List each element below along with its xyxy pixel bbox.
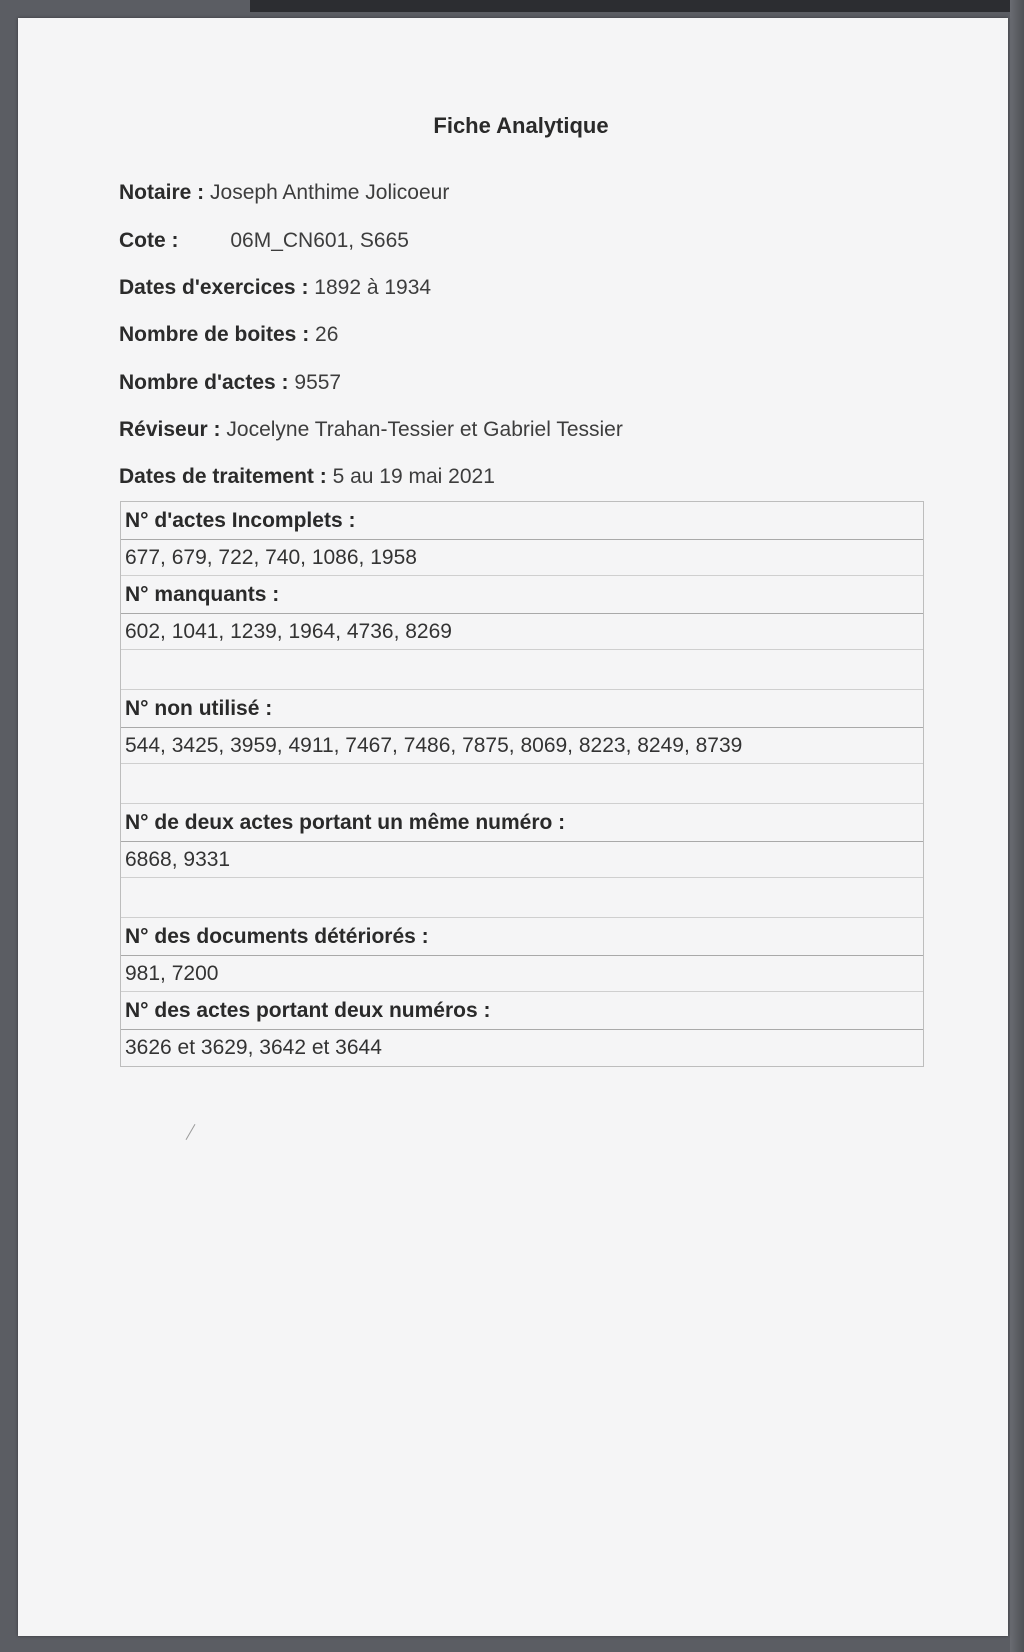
field-dates-traitement xyxy=(119,465,495,489)
field-label: Notaire : xyxy=(119,181,205,204)
table-row-deteriores-label: N° des documents détériorés : xyxy=(121,918,923,956)
field-value: 9557 xyxy=(294,371,342,394)
table-row-incomplets-label: N° d'actes Incomplets : xyxy=(121,502,923,540)
table-row-manquants-value: 602, 1041, 1239, 1964, 4736, 8269 xyxy=(121,614,923,650)
table-row-empty xyxy=(121,764,923,804)
table-row-manquants-label: N° manquants : xyxy=(121,576,923,614)
table-row-deux-numeros-value: 3626 et 3629, 3642 et 3644 xyxy=(125,1036,382,1059)
table-row-meme-numero-label: N° de deux actes portant un même numéro : xyxy=(121,804,923,842)
scan-edge-top xyxy=(250,0,1010,12)
table-row-deux-numeros-label: N° des actes portant deux numéros : xyxy=(121,992,923,1030)
field-label: Nombre d'actes : xyxy=(119,371,289,394)
field-reviseur xyxy=(119,418,623,442)
pencil-mark xyxy=(186,1124,196,1140)
table-row-incomplets-value: 677, 679, 722, 740, 1086, 1958 xyxy=(121,540,923,576)
document-title: Fiche Analytique xyxy=(433,113,609,138)
field-nombre-actes xyxy=(119,371,341,395)
field-value: 5 au 19 mai 2021 xyxy=(332,465,495,488)
field-notaire xyxy=(119,181,449,205)
scan-edge-right xyxy=(1010,0,1024,1652)
table-row-meme-numero-value: 6868, 9331 xyxy=(121,842,923,878)
field-label: Réviseur : xyxy=(119,418,221,441)
table-row-deteriores-value: 981, 7200 xyxy=(121,956,923,992)
table-row-non-utilise-label: N° non utilisé : xyxy=(121,690,923,728)
field-value: Joseph Anthime Jolicoeur xyxy=(210,181,450,204)
table-row-non-utilise-value: 544, 3425, 3959, 4911, 7467, 7486, 7875, 8069, 8223, 8249, 8739 xyxy=(121,728,923,764)
document-page xyxy=(18,18,1008,1636)
field-value: 1892 à 1934 xyxy=(314,276,432,299)
field-nombre-boites xyxy=(119,323,338,347)
field-value: Jocelyne Trahan-Tessier et Gabriel Tessier xyxy=(226,418,623,441)
field-cote xyxy=(119,229,409,253)
field-label: Dates d'exercices : xyxy=(119,276,309,299)
field-label: Cote : xyxy=(119,229,179,252)
field-dates-exercices xyxy=(119,276,431,300)
field-label: Nombre de boites : xyxy=(119,323,310,346)
table-row-empty xyxy=(121,878,923,918)
actes-table xyxy=(120,501,924,1067)
field-label: Dates de traitement : xyxy=(119,465,327,488)
table-row-empty xyxy=(121,650,923,690)
field-value: 06M_CN601, S665 xyxy=(230,229,409,252)
field-value: 26 xyxy=(315,323,339,346)
